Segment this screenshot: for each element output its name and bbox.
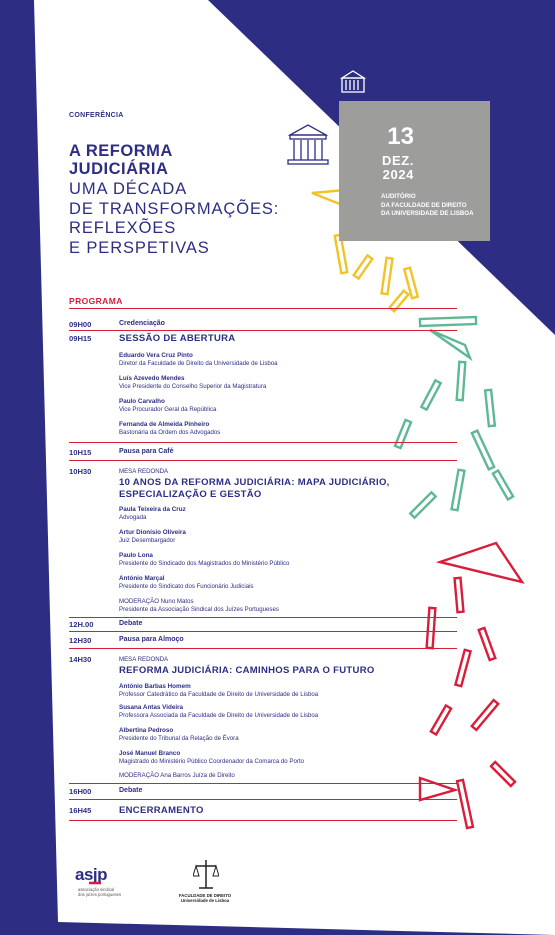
page-subtitle xyxy=(69,180,279,258)
speaker-name: Artur Dionísio Oliveira xyxy=(119,529,186,536)
asjp-subtitle-line: associação sindical xyxy=(78,887,115,892)
divider xyxy=(69,820,457,821)
session-title: Debate xyxy=(119,787,143,794)
session-title: 10 ANOS DA REFORMA JUDICIÁRIA: MAPA JUDICIÁRIO, xyxy=(119,477,390,488)
time-label: 12H30 xyxy=(69,636,92,645)
speaker-name: Fernanda de Almeida Pinheiro xyxy=(119,421,210,428)
speaker-role: Diretor da Faculdade de Direito da Universidade de Lisboa xyxy=(119,360,278,367)
faculty-logo-text xyxy=(175,893,235,903)
speaker-role: Magistrado do Ministério Público Coordenador da Comarca do Porto xyxy=(119,758,304,765)
roundtable-label: MESA REDONDA xyxy=(119,468,169,475)
session-title: Pausa para Almoço xyxy=(119,636,184,643)
speaker-name: António Barbas Homem xyxy=(119,683,191,690)
date-month: DEZ. xyxy=(381,153,414,168)
speaker-name: Luís Azevedo Mendes xyxy=(119,375,185,382)
session-title: Pausa para Café xyxy=(119,448,174,455)
title-line: JUDICIÁRIA xyxy=(69,160,169,178)
eyebrow-label: CONFERÊNCIA xyxy=(69,112,124,119)
divider xyxy=(69,799,457,800)
speaker-role: Juiz Desembargador xyxy=(119,537,176,544)
divider xyxy=(69,783,457,784)
speaker-name: Paulo Lona xyxy=(119,552,153,559)
faculty-logo-line: FACULDADE DE DIREITO xyxy=(178,893,232,898)
time-label: 10H15 xyxy=(69,448,92,457)
speaker-role: Vice Procurador Geral da República xyxy=(119,406,217,413)
speaker-name: Eduardo Vera Cruz Pinto xyxy=(119,352,193,359)
speaker-role: Professor Catedrático da Faculdade de Direito de Universidade de Lisboa xyxy=(119,691,319,698)
title-line: A REFORMA xyxy=(69,142,173,160)
speaker-role: Vice Presidente do Conselho Superior da Magistratura xyxy=(119,383,267,390)
moderator: MODERAÇÃO Nuno Matos xyxy=(119,598,194,605)
date-year: 2024 xyxy=(382,167,414,182)
time-label: 10H30 xyxy=(69,467,92,476)
speaker-name: José Manuel Branco xyxy=(119,750,181,757)
asjp-accent-icon xyxy=(89,880,101,886)
speaker-role: Bastonária da Ordem dos Advogados xyxy=(119,429,221,436)
session-title: SESSÃO DE ABERTURA xyxy=(119,333,236,344)
speaker-role: Presidente do Sindicado dos Magistrados do Ministério Público xyxy=(119,560,290,567)
session-title: Credenciação xyxy=(119,320,165,327)
date-day: 13 xyxy=(387,123,414,150)
speaker-name: Albertina Pedroso xyxy=(119,727,174,734)
speaker-name: Susana Antas Videira xyxy=(119,704,184,711)
moderator-role: Presidente da Associação Sindical dos Juízes Portugueses xyxy=(119,606,279,613)
page-title xyxy=(69,142,173,178)
divider xyxy=(69,460,457,461)
moderator: MODERAÇÃO Ana Barros Juíza de Direito xyxy=(119,772,235,779)
roundtable-label: MESA REDONDA xyxy=(119,656,169,663)
asjp-subtitle xyxy=(78,887,138,897)
divider xyxy=(69,648,457,649)
speaker-name: Paulo Carvalho xyxy=(119,398,165,405)
venue-line: DA UNIVERSIDADE DE LISBOA xyxy=(381,210,474,217)
divider xyxy=(69,442,457,443)
date-box xyxy=(339,101,490,241)
divider xyxy=(69,308,457,309)
speaker-role: Professora Associada da Faculdade de Direito de Universidade de Lisboa xyxy=(119,712,319,719)
time-label: 09H00 xyxy=(69,320,92,329)
subtitle-line: REFLEXÕES xyxy=(69,219,177,237)
subtitle-line: E PERSPETIVAS xyxy=(69,238,210,257)
time-label: 12H.00 xyxy=(69,620,94,629)
time-label: 14H30 xyxy=(69,655,92,664)
divider xyxy=(69,617,457,618)
asjp-logo: asjp xyxy=(75,865,108,884)
speaker-role: Presidente do Tribunal da Relação de Évora xyxy=(119,735,239,742)
session-title: ESPECIALIZAÇÃO E GESTÃO xyxy=(119,489,262,500)
subtitle-line: UMA DÉCADA xyxy=(69,180,188,198)
speaker-role: Presidente do Sindicato dos Funcionário Judiciais xyxy=(119,583,254,590)
venue-line: DA FACULDADE DE DIREITO xyxy=(381,201,467,209)
speaker-name: António Marçal xyxy=(119,575,165,582)
speaker-role: Advogada xyxy=(119,514,147,521)
time-label: 16H45 xyxy=(69,806,92,815)
session-title: Debate xyxy=(119,620,143,627)
divider xyxy=(69,631,457,632)
divider xyxy=(69,330,457,331)
session-title: REFORMA JUDICIÁRIA: CAMINHOS PARA O FUTURO xyxy=(119,665,375,676)
asjp-subtitle-line: dos juízes portugueses xyxy=(78,892,122,897)
program-label: PROGRAMA xyxy=(69,296,123,306)
faculty-emblem-icon xyxy=(193,858,219,892)
building-icon xyxy=(342,71,364,92)
time-label: 16H00 xyxy=(69,787,92,796)
speaker-name: Paula Teixeira da Cruz xyxy=(119,506,186,513)
subtitle-line: DE TRANSFORMAÇÕES: xyxy=(69,199,280,218)
venue xyxy=(381,193,474,219)
faculty-logo-line: Universidade de Lisboa xyxy=(180,898,230,903)
venue-line: AUDITÓRIO xyxy=(381,193,416,200)
time-label: 09H15 xyxy=(69,334,92,343)
session-title: ENCERRAMENTO xyxy=(119,805,204,816)
